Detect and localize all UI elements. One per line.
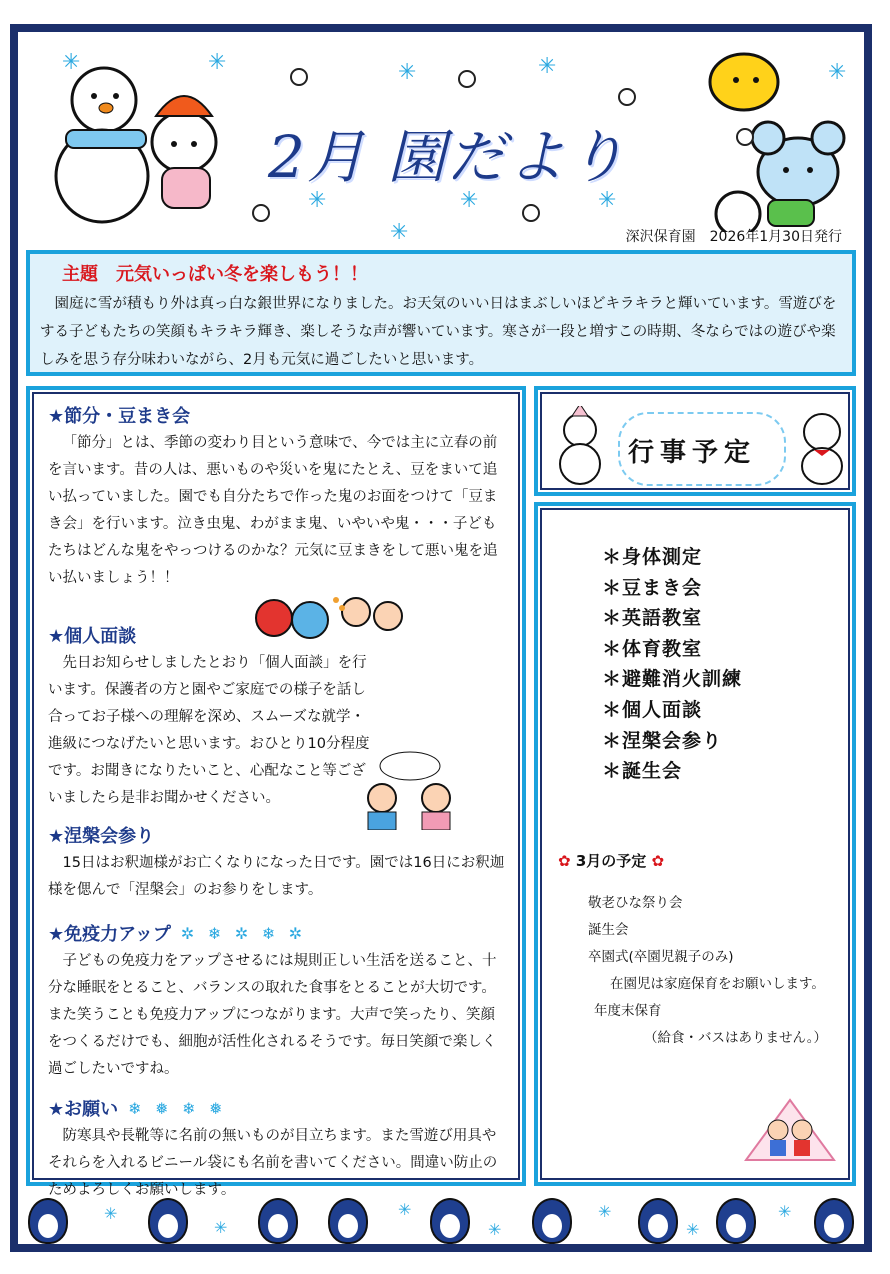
parent-teacher-talk-illustration	[352, 750, 468, 830]
snowman-icon	[548, 406, 612, 486]
snowflake-icon: ✳	[398, 1200, 412, 1219]
theme-body: 園庭に雪が積もり外は真っ白な銀世界になりました。お天気のいい日はまぶしいほどキラキラと輝いています。雪遊びをする子どもたちの笑顔もキラキラ輝き、楽しそうな声が響いています。寒さが一段と増すこの時期、冬ならではの遊びや楽しみを思う存分味わいながら、2月も元気に過ごしたいと思います。	[40, 296, 837, 368]
event-item: ＊個人面談	[602, 698, 703, 721]
theme-title: 主題 元気いっぱい冬を楽しもう！！	[62, 264, 368, 285]
event-item: ＊避難消火訓練	[602, 668, 743, 691]
snow-dot	[522, 204, 540, 222]
snowflake-icon: ✳	[104, 1204, 118, 1223]
section-body: 子どもの免疫力をアップさせるには規則正しい生活を送ること、十分な睡眠をとること、バランスの取れた食事をとることが大切です。また笑うことも免疫力アップにつながります。大声で笑ったり、笑顔をつくるだけでも、細胞が活性化されるそうです。毎日笑顔で楽しく過ごしたいですね。	[48, 953, 497, 1077]
section-heading: ★涅槃会参り	[48, 826, 155, 847]
snowflake-icon: ✳	[538, 54, 557, 79]
section-heading: ★お願い	[48, 1099, 119, 1120]
penguin-icon	[28, 1198, 68, 1244]
penguin-icon	[328, 1198, 368, 1244]
snow-dot	[252, 204, 270, 222]
event-item: ＊豆まき会	[602, 576, 703, 599]
flower-icon: ✿	[558, 852, 571, 870]
penguin-icon	[430, 1198, 470, 1244]
setsubun-oni-illustration	[252, 588, 408, 652]
snowflake-icon: ✳	[686, 1220, 700, 1239]
snowflake-icon: ✳	[828, 60, 847, 85]
penguin-icon	[638, 1198, 678, 1244]
section-heading: ★個人面談	[48, 626, 137, 647]
snowflake-icon: ✳	[398, 60, 417, 85]
penguin-icon	[716, 1198, 756, 1244]
cat-icon	[790, 404, 854, 488]
snowflake-icon: ✳	[308, 188, 327, 213]
schedule-header-inner	[540, 392, 850, 490]
articles-column	[26, 386, 526, 1198]
snowman-and-rabbit-illustration	[52, 56, 252, 226]
section-body: 防寒具や長靴等に名前の無いものが目立ちます。また雪遊び用具やそれらを入れるビニール袋にも名前を書いてください。間違い防止のためよろしくお願いします。	[48, 1128, 498, 1198]
snow-dot	[618, 88, 636, 106]
section-body: 15日はお釈迦様がお亡くなりになった日です。園では16日にお釈迦様を偲んで「涅槃会」のお参りをします。	[48, 855, 505, 898]
march-item: 在園児は家庭保育をお願いします。	[610, 976, 825, 992]
march-item: （給食・バスはありません。）	[644, 1030, 828, 1046]
section-body: 先日お知らせしましたとおり「個人面談」を行います。保護者の方と園やご家庭での様子を話し合ってお子様への理解を深め、スムーズな就学・進級につなげたいと思います。おひとり10分程度です。お聞きになりたいこと、心配なこと等ございましたら是非お聞かせください。	[48, 655, 370, 806]
publisher-date: 深沢保育園 2026年1月30日発行	[625, 229, 842, 245]
event-list	[602, 542, 742, 787]
march-item: 年度末保育	[594, 1003, 662, 1019]
snowflake-icon: ✳	[208, 50, 227, 75]
penguin-icon	[148, 1198, 188, 1244]
snow-dot	[736, 128, 754, 146]
event-item: ＊誕生会	[602, 760, 683, 783]
snow-dot	[458, 70, 476, 88]
penguin-footer	[18, 1192, 864, 1252]
event-item: ＊体育教室	[602, 637, 703, 660]
penguin-icon	[814, 1198, 854, 1244]
flower-icon: ✿	[651, 852, 665, 870]
schedule-title: 行事予定	[628, 438, 757, 468]
snowflake-icon: ✳	[62, 50, 81, 75]
event-item: ＊英語教室	[602, 607, 703, 630]
section-heading: ★節分・豆まき会	[48, 406, 191, 427]
fairy-snow-decoration-icon: ✲ ❄ ✲ ❄ ✲	[180, 923, 307, 943]
event-item: ＊身体測定	[602, 546, 703, 568]
penguin-icon	[258, 1198, 298, 1244]
hina-dolls-illustration	[742, 1090, 838, 1166]
march-heading	[558, 850, 664, 871]
march-list	[588, 890, 827, 1052]
march-heading-text: 3月の予定	[575, 852, 647, 870]
section-heading: ★免疫力アップ	[48, 924, 171, 945]
snow-dot	[290, 68, 308, 86]
snowflake-icon: ✳	[598, 1202, 612, 1221]
snowflake-icon: ✳	[214, 1218, 228, 1237]
event-item: ＊涅槃会参り	[602, 729, 723, 752]
march-item: 誕生会	[588, 922, 629, 938]
section-heading-row	[48, 1095, 508, 1121]
snowflake-icon: ✳	[488, 1220, 502, 1239]
header	[18, 32, 864, 252]
section-body: 「節分」とは、季節の変わり目という意味で、今では主に立春の前を言います。昔の人は、悪いものや災いを鬼にたとえ、豆をまいて追い払っていました。園でも自分たちで作った鬼のお面をつけて「豆まき会」を行います。泣き虫鬼、わがまま鬼、いやいや鬼・・・子どもたちはどんな鬼をやっつけるのかな？元気に豆まきをして悪い鬼を追い払いましょう！！	[48, 435, 498, 586]
snowflake-decoration-icon: ❄ ❅ ❄ ❅	[128, 1098, 227, 1118]
snowflake-icon: ✳	[778, 1202, 792, 1221]
schedule-inner	[540, 508, 850, 1180]
theme-box	[26, 250, 856, 376]
snowflake-icon: ✳	[598, 188, 617, 213]
page-title: 2月 園だより	[268, 123, 628, 191]
section-heading-row	[48, 920, 508, 946]
march-item: 敬老ひな祭り会	[588, 895, 683, 911]
schedule-panel	[534, 502, 856, 1186]
penguin-icon	[532, 1198, 572, 1244]
newsletter-page	[10, 24, 872, 1252]
march-item: 卒園式(卒園児親子のみ)	[588, 949, 734, 965]
snowflake-icon: ✳	[460, 188, 479, 213]
snowflake-icon: ✳	[390, 220, 409, 245]
schedule-header	[534, 386, 856, 496]
